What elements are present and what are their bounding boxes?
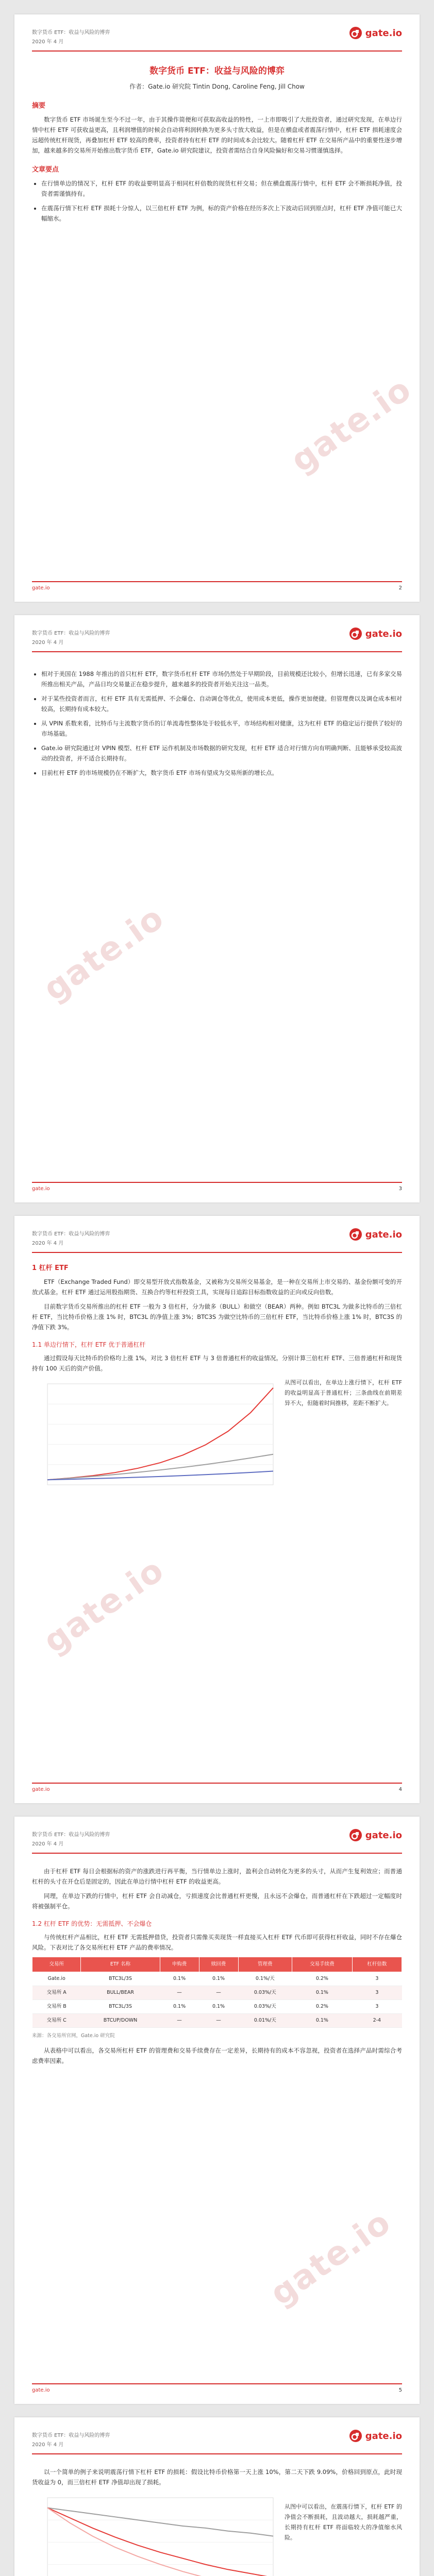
- table-cell: —: [199, 2014, 238, 2028]
- fee-comparison-table: [32, 1957, 402, 2028]
- page-footer: [32, 2385, 402, 2396]
- key-point: • 相对于美国在 1988 年推出的首只杠杆 ETF，数字货币杠杆 ETF 市场仍然处于早期阶段，目前规模还比较小，但增长迅速，已有多家交易所推出相关产品，产品日均交易量正在稳步提升，越来越多的投资者开始关注这一品类。: [41, 669, 402, 689]
- page-footer: [32, 583, 402, 594]
- page-5: [14, 2417, 420, 2576]
- page-header: [32, 1225, 402, 1252]
- chart-note: 从图可以看出，在单边上涨行情下，杠杆 ETF 的收益明显高于普通杠杆；三条曲线在前期差异不大，但随着时间推移，差距不断扩大。: [284, 1379, 402, 1406]
- paragraph: ETF（Exchange Traded Fund）即交易型开放式指数基金，又被称为交易所交易基金，是一种在交易所上市交易的、基金份额可变的开放式基金。杠杆 ETF 通过运用股指期货、互换合约等杠杆投资工具，实现每日追踪目标指数收益的正向或反向倍数。: [32, 1278, 402, 1296]
- chart-bull-market: [32, 1378, 277, 1496]
- key-point: • 目前杠杆 ETF 的市场规模仍在不断扩大，数字货币 ETF 市场有望成为交易所新的增长点。: [41, 768, 402, 778]
- table-header-cell: ETF 名称: [81, 1957, 160, 1972]
- table-cell: 0.03%/天: [238, 2000, 292, 2014]
- table-row: [32, 1986, 402, 2000]
- watermark: gate.io: [36, 899, 172, 1009]
- table-cell: 3: [352, 2000, 402, 2014]
- subsection-heading: 1.2 杠杆 ETF 的优势：无需抵押、不会爆仓: [32, 1920, 152, 1927]
- doc-title: 数字货币 ETF：收益与风险的博弈: [149, 66, 285, 76]
- logo-text: gate.io: [365, 1829, 402, 1841]
- page-header: [32, 2427, 402, 2453]
- abstract-heading: 摘要: [32, 102, 46, 110]
- table-cell: 0.2%: [292, 1972, 353, 1986]
- subsection-heading: 1.1 单边行情下，杠杆 ETF 优于普通杠杆: [32, 1341, 146, 1348]
- table-header-cell: 申购费: [160, 1957, 199, 1972]
- watermark: gate.io: [36, 1551, 172, 1661]
- table-cell: 2-4: [352, 2014, 402, 2028]
- paragraph: 通过假设每天比特币的价格均上涨 1%，对比 3 倍杠杆 ETF 与 3 倍普通杠杆的收益情况。分别计算三倍杠杆 ETF、三倍普通杠杆和现货持有 100 天后的资产价值。: [32, 1354, 402, 1372]
- table-row: [32, 2014, 402, 2028]
- table-header-cell: 管理费: [238, 1957, 292, 1972]
- header-date: 2020 年 4 月: [32, 2442, 64, 2448]
- page-1: [14, 14, 420, 602]
- key-point: • 在行情单边的情况下，杠杆 ETF 的收益要明显高于相同杠杆倍数的现货杠杆交易；但在横盘震荡行情中，杠杆 ETF 会不断损耗净值，投资者需谨慎持有。: [41, 178, 402, 199]
- key-points-list: [32, 178, 402, 224]
- watermark: gate.io: [263, 2203, 398, 2313]
- paragraph: 目前数字货币交易所推出的杠杆 ETF 一般为 3 倍杠杆，分为做多（BULL）和做空（BEAR）两种。例如 BTC3L 为做多比特币的三倍杠杆 ETF，当比特币价格上涨 1% 时，BTC3L 的净值上涨 3%；BTC3S 为做空比特币的三倍杠杆 ETF，当比特币价格上涨 1% 时，BTC3S 的净值下跌 3%。: [32, 1303, 402, 1331]
- page-1-content: [32, 59, 402, 229]
- header-date: 2020 年 4 月: [32, 640, 64, 646]
- key-point: • 从 VPIN 系数来看，比特币与主流数字货币的订单流毒性整体处于较低水平，市场结构相对健康，这为杠杆 ETF 的稳定运行提供了较好的市场基础。: [41, 718, 402, 739]
- table-cell: —: [199, 1986, 238, 2000]
- table-cell: 交易所 B: [32, 2000, 81, 2014]
- table-cell: Gate.io: [32, 1972, 81, 1986]
- header-rule: [32, 1252, 402, 1253]
- table-row: [32, 1972, 402, 1986]
- header-rule: [32, 50, 402, 52]
- page-header: [32, 1826, 402, 1853]
- header-doc-title: 数字货币 ETF：收益与风险的博弈: [32, 30, 110, 36]
- table-cell: BULL/BEAR: [81, 1986, 160, 2000]
- page-footer: [32, 1184, 402, 1194]
- table-cell: BTC3L/3S: [81, 2000, 160, 2014]
- gate-logo-icon: [349, 1228, 362, 1241]
- table-cell: —: [160, 1986, 199, 2000]
- table-cell: 交易所 C: [32, 2014, 81, 2028]
- logo-text: gate.io: [365, 27, 402, 39]
- header-date: 2020 年 4 月: [32, 39, 64, 45]
- paragraph: 从表格中可以看出，各交易所杠杆 ETF 的管理费和交易手续费存在一定差异，长期持有的成本不容忽视，投资者在选择产品时需综合考虑费率因素。: [32, 2047, 402, 2064]
- table-cell: 0.1%: [160, 2000, 199, 2014]
- footer-rule: [32, 581, 402, 582]
- gate-logo-icon: [349, 26, 362, 40]
- table-cell: 3: [352, 1972, 402, 1986]
- key-points-heading: 文章要点: [32, 166, 59, 174]
- header-doc-title: 数字货币 ETF：收益与风险的博弈: [32, 2433, 110, 2438]
- header-doc-title: 数字货币 ETF：收益与风险的博弈: [32, 1231, 110, 1237]
- table-cell: 0.1%: [292, 2014, 353, 2028]
- header-rule: [32, 2453, 402, 2454]
- table-cell: 0.1%: [160, 1972, 199, 1986]
- logo: [349, 26, 402, 40]
- paragraph: 以一个简单的例子来说明震荡行情下杠杆 ETF 的损耗：假设比特币价格第一天上涨 10%，第二天下跌 9.09%，价格回到原点，此时现货收益为 0，而三倍杠杆 ETF 净值却出现了损耗。: [32, 2468, 402, 2486]
- table-header-cell: 杠杆倍数: [352, 1957, 402, 1972]
- key-point: • 对于某些投资者而言，杠杆 ETF 具有无需抵押、不会爆仓、自动调仓等优点，使用成本更低，操作更加便捷。但管理费以及调仓成本相对较高，长期持有成本较大。: [41, 693, 402, 714]
- page-3-content: [32, 1260, 402, 1496]
- footer-site: gate.io: [32, 1787, 50, 1792]
- table-cell: 0.1%: [199, 2000, 238, 2014]
- logo: [349, 1227, 402, 1242]
- logo: [349, 1828, 402, 1842]
- footer-site: gate.io: [32, 2387, 50, 2393]
- footer-rule: [32, 2383, 402, 2384]
- abstract-text: 数字货币 ETF 市场诞生至今不过一年，由于其操作简便和可获取高收益的特性，一上市即吸引了大批投资者，通过研究发现，在单边行情中杠杆 ETF 可获收益更高，且利润增值的时候会自动将利润转换为更多头寸放大收益，但是在横盘或者震荡行情中，杠杆 ETF 损耗速度会远超传统杠杆现货，再叠加杠杆 ETF 较高的费率，投资者持有杠杆 ETF 的时间成本会比较大。随着杠杆 ETF 在交易所产品中的重要性逐步增加，越来越多的交易所开始推出数字货币 ETF，Gate.io 研究院建议，投资者需结合自身风险偏好和交易习惯谨慎选择。: [32, 116, 402, 154]
- authors: 作者：Gate.io 研究院 Tintin Dong, Caroline Feng, Jill Chow: [129, 83, 305, 90]
- page-2-content: [32, 659, 402, 783]
- header-date: 2020 年 4 月: [32, 1841, 64, 1847]
- key-point: • 在震荡行情下杠杆 ETF 损耗十分惊人，以三倍杠杆 ETF 为例，标的资产价格在经历多次上下波动后回到原点时，杠杆 ETF 净值可能已大幅缩水。: [41, 203, 402, 224]
- logo: [349, 626, 402, 641]
- table-cell: 0.1%/天: [238, 1972, 292, 1986]
- table-cell: 0.01%/天: [238, 2014, 292, 2028]
- footer-rule: [32, 1783, 402, 1784]
- gate-logo-icon: [349, 1828, 362, 1842]
- page-number: 5: [398, 2387, 402, 2393]
- page-4: [14, 1817, 420, 2404]
- footer-site: gate.io: [32, 1186, 50, 1192]
- page-2: [14, 615, 420, 1202]
- header-doc-title: 数字货币 ETF：收益与风险的博弈: [32, 631, 110, 636]
- chart-row: [32, 2492, 402, 2576]
- gate-logo-icon: [349, 2429, 362, 2443]
- section-heading: 1 杠杆 ETF: [32, 1264, 69, 1272]
- page-number: 3: [398, 1186, 402, 1192]
- page-header: [32, 624, 402, 651]
- chart-note: 从图中可以看出，在震荡行情下，杠杆 ETF 的净值会不断损耗，且波动越大，损耗越严重，长期持有杠杆 ETF 将面临较大的净值缩水风险。: [284, 2503, 402, 2541]
- header-rule: [32, 1853, 402, 1854]
- paragraph: 由于杠杆 ETF 每日会根据标的资产的涨跌进行再平衡，当行情单边上涨时，盈利会自动转化为更多的头寸，从而产生复利效应；而普通杠杆的头寸在开仓后是固定的，因此在单边行情中杠杆 ETF 的收益更高。: [32, 1868, 402, 1885]
- page-number: 4: [398, 1787, 402, 1792]
- logo-text: gate.io: [365, 1229, 402, 1240]
- page-number: 2: [398, 585, 402, 591]
- chart-row: [32, 1378, 402, 1496]
- table-cell: —: [160, 2014, 199, 2028]
- table-cell: 0.03%/天: [238, 1986, 292, 2000]
- table-cell: 0.1%: [199, 1972, 238, 1986]
- watermark: gate.io: [283, 370, 419, 480]
- page-4-content: [32, 1861, 402, 2070]
- table-cell: 0.2%: [292, 2000, 353, 2014]
- gate-logo-icon: [349, 627, 362, 640]
- logo-text: gate.io: [365, 628, 402, 639]
- logo-text: gate.io: [365, 2430, 402, 2442]
- table-cell: 3: [352, 1986, 402, 2000]
- table-cell: 交易所 A: [32, 1986, 81, 2000]
- table-row: [32, 2000, 402, 2014]
- page-5-content: [32, 2462, 402, 2576]
- table-header-row: [32, 1957, 402, 1972]
- chart-volatile-market: [32, 2492, 277, 2576]
- table-source: 来源：各交易所官网，Gate.io 研究院: [32, 2033, 115, 2039]
- table-cell: BTCUP/DOWN: [81, 2014, 160, 2028]
- footer-site: gate.io: [32, 585, 50, 591]
- logo: [349, 2429, 402, 2443]
- table-cell: 0.1%: [292, 1986, 353, 2000]
- page-3: [14, 1216, 420, 1803]
- key-points-list: [32, 669, 402, 778]
- header-rule: [32, 651, 402, 652]
- paragraph: 同理，在单边下跌的行情中，杠杆 ETF 会自动减仓，亏损速度会比普通杠杆更慢，且永远不会爆仓，而普通杠杆在下跌超过一定幅度时将被强制平仓。: [32, 1892, 402, 1910]
- table-cell: BTC3L/3S: [81, 1972, 160, 1986]
- page-footer: [32, 1785, 402, 1795]
- key-point: • Gate.io 研究院通过对 VPIN 模型、杠杆 ETF 运作机制及市场数据的研究发现，杠杆 ETF 适合对行情方向有明确判断、且能够承受较高波动的投资者，并不适合长期持有。: [41, 743, 402, 764]
- page-header: [32, 24, 402, 50]
- table-header-cell: 赎回费: [199, 1957, 238, 1972]
- header-doc-title: 数字货币 ETF：收益与风险的博弈: [32, 1832, 110, 1838]
- header-date: 2020 年 4 月: [32, 1241, 64, 1246]
- table-header-cell: 交易手续费: [292, 1957, 353, 1972]
- paragraph: 与传统杠杆产品相比，杠杆 ETF 无需抵押借贷，投资者只需像买卖现货一样直接买入杠杆 ETF 代币即可获得杠杆收益，同时不存在爆仓风险。下表对比了各交易所杠杆 ETF 产品的费率情况。: [32, 1934, 402, 1951]
- table-header-cell: 交易所: [32, 1957, 81, 1972]
- footer-rule: [32, 1182, 402, 1183]
